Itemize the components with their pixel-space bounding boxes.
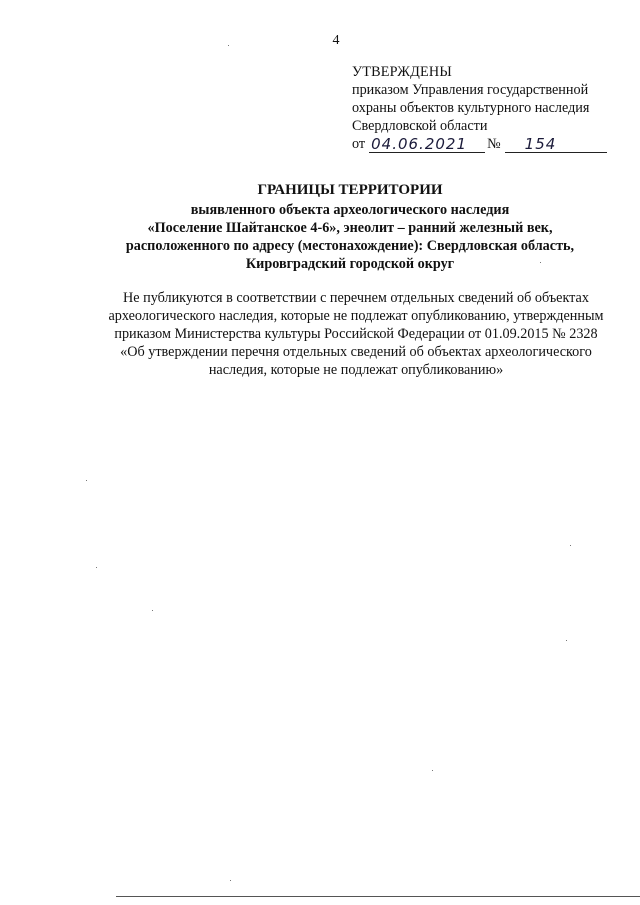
scan-speck	[540, 262, 541, 263]
handwritten-date: 04.06.2021	[369, 136, 485, 153]
scan-speck	[96, 567, 97, 568]
publication-notice	[72, 289, 640, 379]
approval-date-row	[352, 135, 632, 153]
title-line: расположенного по адресу (местонахождение): Свердловская область,	[125, 238, 575, 254]
page-number: 4	[332, 33, 340, 48]
title-line: выявленного объекта археологического наследия	[190, 202, 510, 218]
notice-line: наследия, которые не подлежат опубликованию»	[208, 362, 504, 378]
approval-line: приказом Управления государственной	[352, 82, 589, 98]
notice-line: приказом Министерства культуры Российской Федерации от 01.09.2015 № 2328	[114, 326, 598, 342]
notice-line: археологического наследия, которые не подлежат опубликованию, утвержденным	[108, 308, 604, 324]
date-prefix: от	[352, 136, 366, 152]
approval-line: Свердловской области	[352, 118, 488, 134]
scan-speck	[432, 770, 433, 771]
notice-line: Не публикуются в соответствии с перечнем отдельных сведений об объектах	[123, 290, 589, 306]
number-label: №	[487, 136, 501, 152]
approval-stamp	[352, 63, 632, 153]
scan-speck	[152, 610, 153, 611]
title-line: «Поселение Шайтанское 4-6», энеолит – ранний железный век,	[147, 220, 553, 236]
scan-speck	[566, 640, 567, 641]
notice-line: «Об утверждении перечня отдельных сведений об объектах археологического	[120, 344, 592, 360]
scan-edge-line	[116, 896, 640, 897]
scan-speck	[570, 545, 571, 546]
handwritten-number: 154	[505, 136, 607, 153]
document-title	[60, 181, 640, 273]
scan-speck	[86, 480, 87, 481]
scan-speck	[230, 880, 231, 881]
approval-line: охраны объектов культурного наследия	[352, 100, 590, 116]
title-line: Кировградский городской округ	[245, 256, 455, 272]
title-main: ГРАНИЦЫ ТЕРРИТОРИИ	[257, 182, 443, 198]
approval-heading: УТВЕРЖДЕНЫ	[352, 64, 452, 80]
scan-speck	[228, 45, 229, 46]
